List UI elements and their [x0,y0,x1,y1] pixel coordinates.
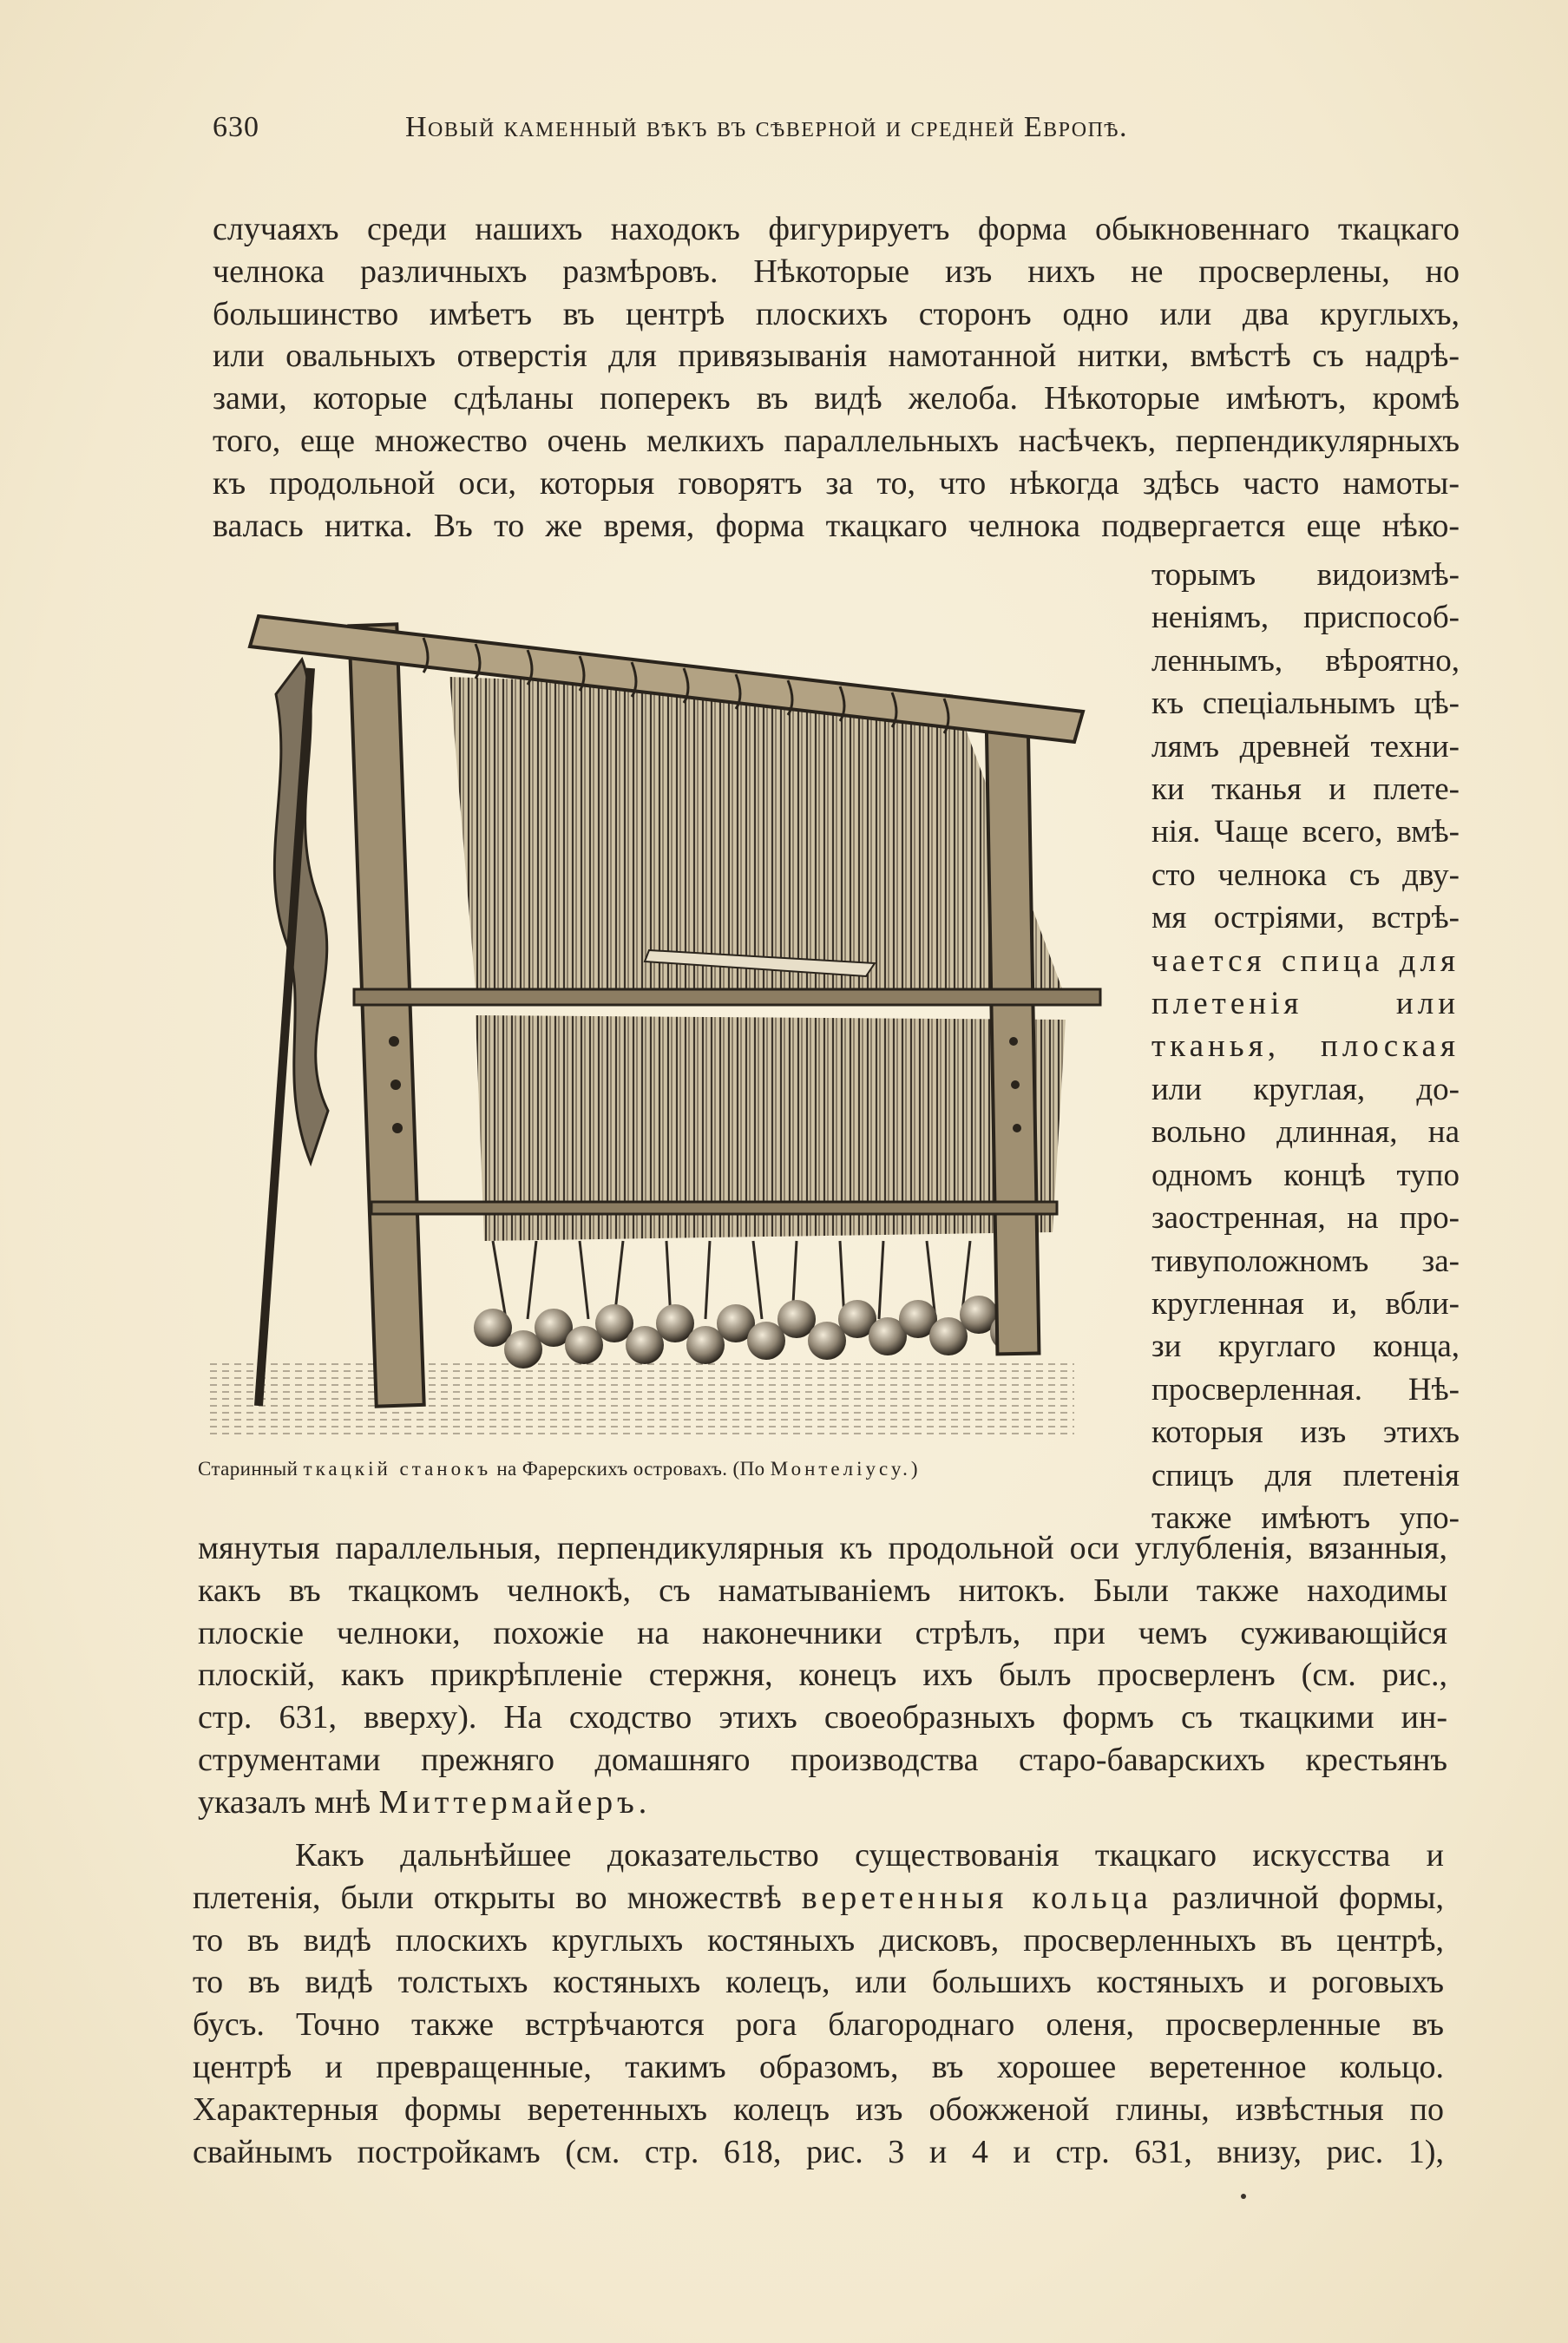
text-line: плоскій, какъ прикрѣпленіе стержня, конецъ ихъ былъ просверленъ (см. рис., [198,1657,1447,1694]
text-line [198,1782,1447,1824]
text-line: челнока различныхъ размѣровъ. Нѣкоторые изъ нихъ не просверлены, но [213,253,1460,290]
text-line: валась нитка. Въ то же время, форма ткацкаго челнока подвергается еще нѣко- [213,507,1460,544]
text-line: какъ въ ткацкомъ челнокѣ, съ наматываніемъ нитокъ. Были также находимы [198,1572,1447,1609]
text-line: торымъ видоизмѣ- [1151,557,1460,593]
text-line: то въ видѣ плоскихъ круглыхъ костяныхъ дисковъ, просверленныхъ въ центрѣ, [193,1921,1444,1959]
text-line: или овальныхъ отверстія для привязыванія намотанной нитки, вмѣстѣ съ надрѣ- [213,338,1460,375]
text-line: плетенія или [1151,986,1460,1022]
text-line: ки тканья и плете- [1151,771,1460,808]
figure-caption [198,1458,1135,1480]
caption-part: Монтеліусу.) [770,1458,922,1480]
text-line: также имѣютъ упо- [1151,1500,1460,1536]
text-line: центрѣ и превращенные, такимъ образомъ, въ хорошее веретенное кольцо. [193,2048,1444,2085]
page-number: 630 [213,111,259,143]
text-line: или круглая, до- [1151,1071,1460,1107]
text-line: лямъ древней техни- [1151,728,1460,765]
text-line: того, еще множество очень мелкихъ параллельныхъ насѣчекъ, перпендикулярныхъ [213,422,1460,459]
text-line: свайнымъ постройкамъ (см. стр. 618, рис. 3 и 4 и стр. 631, внизу, рис. 1), [193,2133,1444,2170]
text-line: стр. 631, вверху). На сходство этихъ своеобразныхъ формъ съ ткацкими ин- [198,1699,1447,1736]
running-title: Новый каменный вѣкъ въ сѣверной и средней Европѣ. [405,111,1129,143]
ink-speck [1241,2194,1246,2199]
loom-weights [474,1296,1028,1368]
text-line: Характерныя формы веретенныхъ колецъ изъ обожженой глины, извѣстныя по [193,2090,1444,2128]
text-fragment: плетенія, были открыты во множествѣ [193,1879,782,1916]
caption-part: ткацкій станокъ [303,1458,492,1480]
paragraph-1 [213,208,1460,547]
text-line: тивуположномъ за- [1151,1243,1460,1279]
text-line: заостренная, на про- [1151,1200,1460,1237]
text-line: леннымъ, вѣроятно, [1151,642,1460,679]
text-line: тканья, плоская [1151,1028,1460,1065]
text-line: нія. Чаще всего, вмѣ- [1151,814,1460,850]
text-line: которыя изъ этихъ [1151,1414,1460,1451]
text-line: большинство имѣетъ въ центрѣ плоскихъ сторонъ одно или два круглыхъ, [213,295,1460,332]
text-line: вольно длинная, на [1151,1114,1460,1151]
paragraph-2 [198,1527,1447,1824]
side-column-text [1151,554,1460,1539]
text-line: мянутыя параллельныя, перпендикулярныя къ продольной оси углубленія, вязанныя, [198,1530,1447,1566]
text-line: то въ видѣ толстыхъ костяныхъ колецъ, или большихъ костяныхъ и роговыхъ [193,1964,1444,2001]
text-line: одномъ концѣ тупо [1151,1157,1460,1193]
page-header [213,111,1306,154]
text-line: просверленная. Нѣ- [1151,1371,1460,1408]
caption-part: на Фарерскихъ островахъ. (По [496,1458,765,1480]
text-line: зами, которые сдѣланы поперекъ въ видѣ желоба. Нѣкоторые имѣютъ, кромѣ [213,380,1460,417]
text-line: зи круглаго конца, [1151,1329,1460,1365]
text-line [193,1877,1444,1920]
text-line: къ продольной оси, которыя говорятъ за то, что нѣкогда здѣсь часто намоты- [213,464,1460,502]
paragraph-3 [193,1834,1444,2173]
text-line: струментами прежняго домашняго производства старо-баварскихъ крестьянъ [198,1741,1447,1778]
text-line: случаяхъ среди нашихъ находокъ фигурируетъ форма обыкновеннаго ткацкаго [213,211,1460,247]
text-line: кругленная и, вбли- [1151,1285,1460,1322]
text-line: неніямъ, приспособ- [1151,600,1460,636]
text-line: чается спица для [1151,942,1460,979]
text-line: Какъ дальнѣйшее доказательство существованія ткацкаго искусства и [295,1837,1444,1874]
emphasized-term: веретенныя кольца [801,1879,1152,1916]
text-fragment: различной формы, [1171,1879,1444,1916]
text-line: сто челнока съ дву- [1151,856,1460,893]
author-name: Миттермайеръ. [378,1783,652,1821]
text-line: мя остріями, встрѣ- [1151,900,1460,936]
text-line: бусъ. Точно также встрѣчаются рога благороднаго оленя, просверленные въ [193,2006,1444,2044]
loom-illustration [198,555,1135,1458]
text-fragment: указалъ мнѣ [198,1783,371,1821]
text-line: спицъ для плетенія [1151,1457,1460,1493]
text-line: къ спеціальнымъ цѣ- [1151,686,1460,722]
loom-engraving [198,555,1135,1458]
caption-part: Старинный [198,1458,299,1480]
text-line: плоскіе челноки, похожіе на наконечники стрѣлъ, при чемъ суживающійся [198,1614,1447,1651]
